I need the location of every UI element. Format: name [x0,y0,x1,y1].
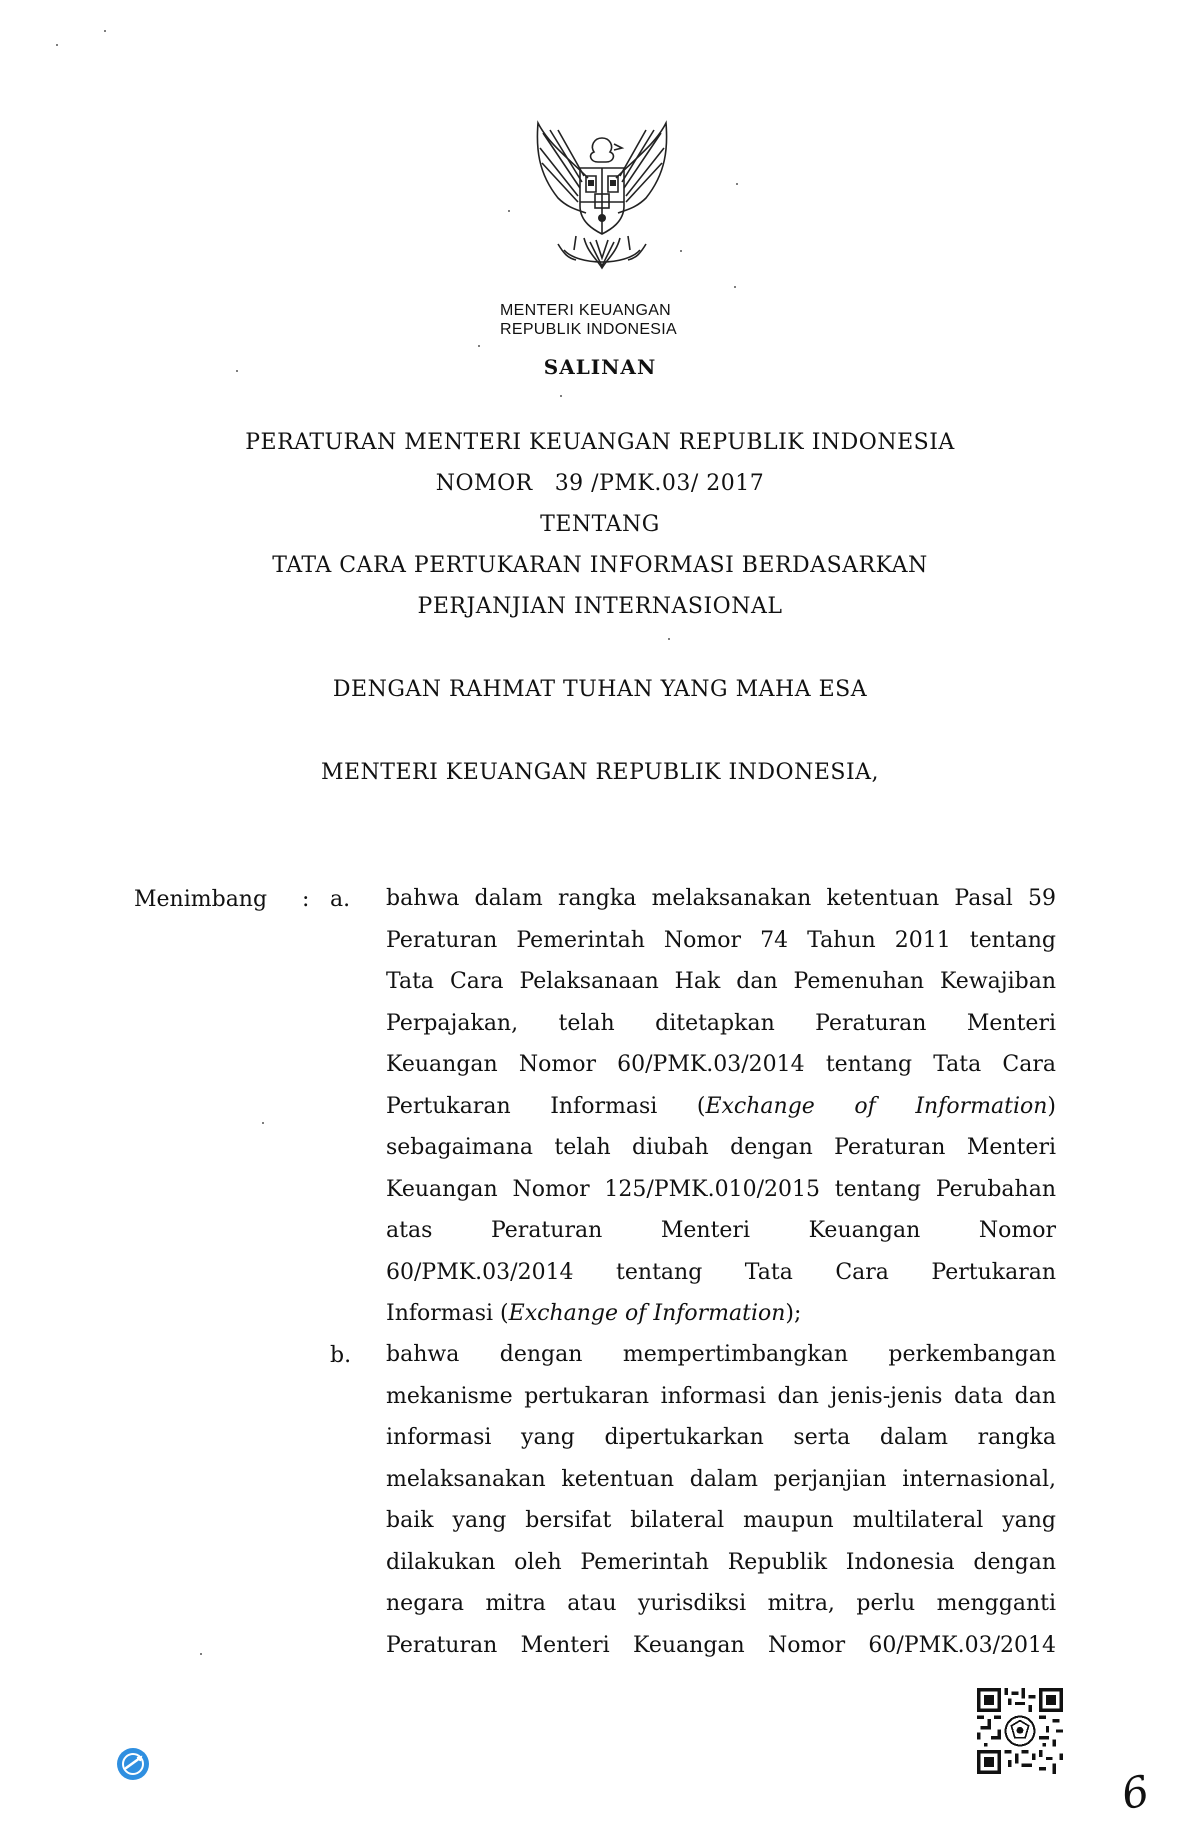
item-a-marker: a. [330,887,351,912]
item-a-line: sebagaimana telah diubah dengan Peraturan Menteri [386,1135,1056,1160]
item-a-line: atas Peraturan Menteri Keuangan Nomor [386,1218,1056,1243]
preamble-minister: MENTERI KEUANGAN REPUBLIK INDONESIA, [320,760,880,785]
number-value: 39 /PMK.03/ 2017 [554,471,765,496]
institution-line1: MENTERI KEUANGAN [500,302,672,319]
item-a-line: Perpajakan, telah ditetapkan Peraturan Menteri [386,1010,1056,1036]
item-a-line: 60/PMK.03/2014 tentang Tata Cara Pertukaran [386,1259,1056,1285]
item-b-line: melaksanakan ketentuan dalam perjanjian internasional, [386,1466,1056,1492]
scan-speck [262,1122,264,1124]
institution-line2: REPUBLIK INDONESIA [500,321,678,338]
scan-speck [508,210,510,212]
scan-speck [236,370,238,372]
regulation-title: PERATURAN MENTERI KEUANGAN REPUBLIK INDONESIA [245,430,955,455]
institution-name [500,301,710,339]
item-a-line: Peraturan Pemerintah Nomor 74 Tahun 2011 tentang [386,927,1056,953]
scan-speck [478,345,480,347]
considering-label: Menimbang [134,887,268,912]
item-a-line: Informasi (Exchange of Information); [386,1301,802,1326]
scan-speck [668,638,670,640]
regulation-number [0,471,1200,496]
item-a-line: Pertukaran Informasi (Exchange of Information) [386,1093,1056,1119]
scan-speck [680,250,682,252]
scan-speck [560,395,562,397]
item-b-line: Peraturan Menteri Keuangan Nomor 60/PMK.03/2014 [386,1632,1056,1658]
item-a-line: bahwa dalam rangka melaksanakan ketentuan Pasal 59 [386,886,1056,911]
scan-speck [200,1653,202,1655]
regulation-subject-line1: TATA CARA PERTUKARAN INFORMASI BERDASARKAN [272,553,928,578]
blue-circle-badge-icon [115,1746,151,1782]
scan-speck [104,30,106,32]
item-b-line: informasi yang dipertukarkan serta dalam rangka [386,1425,1056,1450]
regulation-about: TENTANG [540,512,660,537]
regulation-subject-line2: PERJANJIAN INTERNASIONAL [417,594,783,619]
item-a-line: Keuangan Nomor 125/PMK.010/2015 tentang Perubahan [386,1176,1056,1202]
item-b-line: mekanisme pertukaran informasi dan jenis-jenis data dan [386,1383,1056,1409]
preamble-invocation: DENGAN RAHMAT TUHAN YANG MAHA ESA [332,677,868,702]
page-mark: 6 [1117,1765,1154,1820]
item-b-line: bahwa dengan mempertimbangkan perkembangan [386,1342,1056,1367]
item-a-line: Tata Cara Pelaksanaan Hak dan Pemenuhan Kewajiban [386,969,1056,994]
item-b-line: negara mitra atau yurisdiksi mitra, perlu mengganti [386,1591,1056,1616]
item-a-line: Keuangan Nomor 60/PMK.03/2014 tentang Tata Cara [386,1052,1056,1077]
scan-speck [736,183,738,185]
qr-code-icon [977,1688,1063,1774]
considering-colon: : [302,887,310,912]
scan-speck [56,44,58,46]
scan-speck [734,286,736,288]
garuda-emblem [518,118,686,288]
number-label: NOMOR [435,471,533,496]
item-b-line: baik yang bersifat bilateral maupun multilateral yang [386,1508,1056,1533]
item-b-marker: b. [330,1343,352,1368]
item-b-line: dilakukan oleh Pemerintah Republik Indonesia dengan [386,1549,1056,1575]
salinan-stamp: SALINAN [543,355,657,379]
